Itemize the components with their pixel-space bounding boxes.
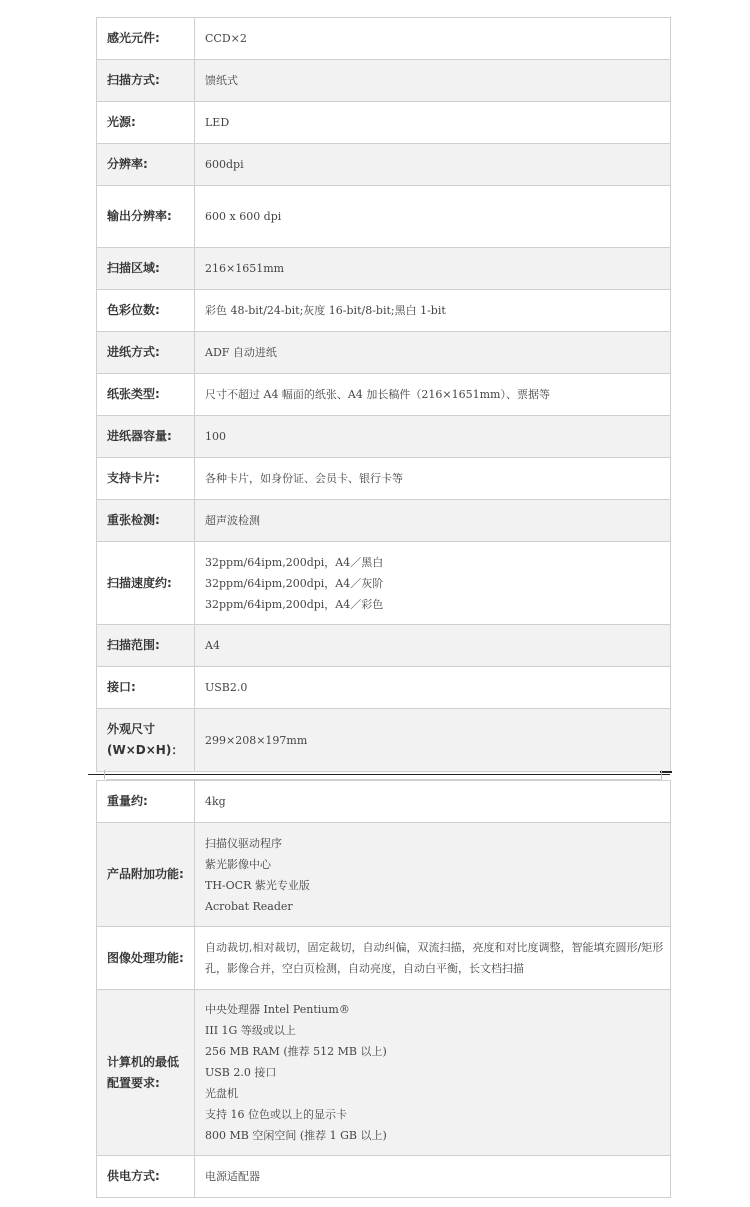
spec-value-line: 32ppm/64ipm,200dpi，A4／黑白 xyxy=(205,555,384,569)
spec-row xyxy=(97,416,671,458)
spec-value-line: 支持 16 位色或以上的显示卡 xyxy=(205,1108,347,1121)
spec-value-line: USB 2.0 接口 xyxy=(205,1066,277,1079)
page-break-line xyxy=(88,774,670,775)
spec-row xyxy=(97,290,671,332)
spec-row xyxy=(97,18,671,60)
spec-label: 扫描方式: xyxy=(97,60,195,102)
spec-label: 计算机的最低配置要求: xyxy=(97,990,195,1156)
spec-value-line: 光盘机 xyxy=(205,1087,238,1100)
spec-label: 输出分辨率: xyxy=(97,186,195,248)
spec-row xyxy=(97,186,671,248)
spec-value-line: 600dpi xyxy=(205,158,244,171)
spec-value xyxy=(195,823,671,927)
spec-value xyxy=(195,290,671,332)
spec-value-line: 216×1651mm xyxy=(205,262,285,275)
spec-label: 外观尺寸(W×D×H)： xyxy=(97,709,195,772)
spec-value-line: 4kg xyxy=(205,795,226,808)
spec-value-line: TH-OCR 紫光专业版 xyxy=(205,878,310,892)
spec-table-bottom xyxy=(96,780,671,1198)
spec-value-line: 299×208×197mm xyxy=(205,733,308,747)
spec-row xyxy=(97,248,671,290)
spec-label: 扫描区域: xyxy=(97,248,195,290)
spec-row xyxy=(97,823,671,927)
spec-value xyxy=(195,102,671,144)
spec-value-line: 800 MB 空闲空间 (推荐 1 GB 以上) xyxy=(205,1129,387,1142)
spec-row xyxy=(97,500,671,542)
spec-label: 重张检测: xyxy=(97,500,195,542)
spec-value xyxy=(195,60,671,102)
spec-value-line: 600 x 600 dpi xyxy=(205,210,282,223)
spec-row xyxy=(97,625,671,667)
spec-value-line: 彩色 48-bit/24-bit;灰度 16-bit/8-bit;黑白 1-bit xyxy=(205,304,446,317)
spec-label: 进纸器容量: xyxy=(97,416,195,458)
spec-label: 进纸方式: xyxy=(97,332,195,374)
spec-value-line: 馈纸式 xyxy=(205,74,238,87)
spec-label: 图像处理功能: xyxy=(97,927,195,990)
spec-value xyxy=(195,927,671,990)
spec-value-line: 自动裁切,相对裁切，固定裁切，自动纠偏，双流扫描，亮度和对比度调整，智能填充圆形/矩形孔，影像合并，空白页检测，自动亮度，自动白平衡，长文档扫描 xyxy=(205,941,664,975)
spec-row xyxy=(97,927,671,990)
spec-value xyxy=(195,542,671,625)
spec-value-line: LED xyxy=(205,116,230,129)
spec-value xyxy=(195,1156,671,1198)
spec-value-line: 扫描仪驱动程序 xyxy=(205,836,282,850)
spec-value xyxy=(195,186,671,248)
spec-value-line: 超声波检测 xyxy=(205,514,260,527)
spec-value xyxy=(195,248,671,290)
spec-value xyxy=(195,667,671,709)
spec-label: 分辨率: xyxy=(97,144,195,186)
spec-value-line: 电源适配器 xyxy=(205,1170,260,1183)
spec-label: 供电方式: xyxy=(97,1156,195,1198)
page-break-tick-left xyxy=(104,770,105,779)
spec-value-line: 256 MB RAM (推荐 512 MB 以上) xyxy=(205,1045,387,1058)
spec-value-line: 中央处理器 Intel Pentium® xyxy=(205,1003,350,1016)
spec-row xyxy=(97,332,671,374)
spec-label: 感光元件: xyxy=(97,18,195,60)
spec-value-line: 紫光影像中心 xyxy=(205,857,271,871)
spec-value-line: 32ppm/64ipm,200dpi，A4／彩色 xyxy=(205,597,384,611)
spec-label: 产品附加功能: xyxy=(97,823,195,927)
spec-value-line: A4 xyxy=(205,639,220,652)
spec-value xyxy=(195,990,671,1156)
page-break-tick-right xyxy=(661,770,662,779)
spec-label: 扫描范围: xyxy=(97,625,195,667)
spec-value-line: CCD×2 xyxy=(205,32,247,45)
spec-value-line: Acrobat Reader xyxy=(205,899,293,913)
spec-value xyxy=(195,709,671,772)
spec-value-line: III 1G 等级或以上 xyxy=(205,1024,296,1037)
spec-row xyxy=(97,667,671,709)
spec-value-line: ADF 自动进纸 xyxy=(205,346,277,359)
spec-row xyxy=(97,1156,671,1198)
spec-label: 光源: xyxy=(97,102,195,144)
spec-value xyxy=(195,144,671,186)
spec-label: 接口: xyxy=(97,667,195,709)
spec-row xyxy=(97,374,671,416)
spec-value xyxy=(195,332,671,374)
spec-value xyxy=(195,416,671,458)
spec-value-line: 尺寸不超过 A4 幅面的纸张、A4 加长稿件（216×1651mm）、票据等 xyxy=(205,388,550,401)
spec-label: 支持卡片: xyxy=(97,458,195,500)
spec-value xyxy=(195,625,671,667)
spec-row xyxy=(97,144,671,186)
spec-table-top xyxy=(96,17,671,772)
spec-row xyxy=(97,102,671,144)
spec-row xyxy=(97,458,671,500)
spec-label: 纸张类型: xyxy=(97,374,195,416)
spec-label: 重量约: xyxy=(97,781,195,823)
spec-row xyxy=(97,709,671,772)
spec-row xyxy=(97,60,671,102)
spec-label: 扫描速度约: xyxy=(97,542,195,625)
spec-value-line: USB2.0 xyxy=(205,681,248,694)
spec-value xyxy=(195,18,671,60)
spec-value xyxy=(195,458,671,500)
spec-value xyxy=(195,374,671,416)
spec-value-line: 100 xyxy=(205,430,226,443)
spec-row xyxy=(97,781,671,823)
spec-value-line: 32ppm/64ipm,200dpi，A4／灰阶 xyxy=(205,576,384,590)
spec-value xyxy=(195,500,671,542)
spec-table-top-body xyxy=(97,18,671,772)
spec-value xyxy=(195,781,671,823)
spec-table-bottom-body xyxy=(97,781,671,1198)
spec-value-line: 各种卡片，如身份证、会员卡、银行卡等 xyxy=(205,472,403,485)
spec-row xyxy=(97,990,671,1156)
spec-label: 色彩位数: xyxy=(97,290,195,332)
spec-row xyxy=(97,542,671,625)
